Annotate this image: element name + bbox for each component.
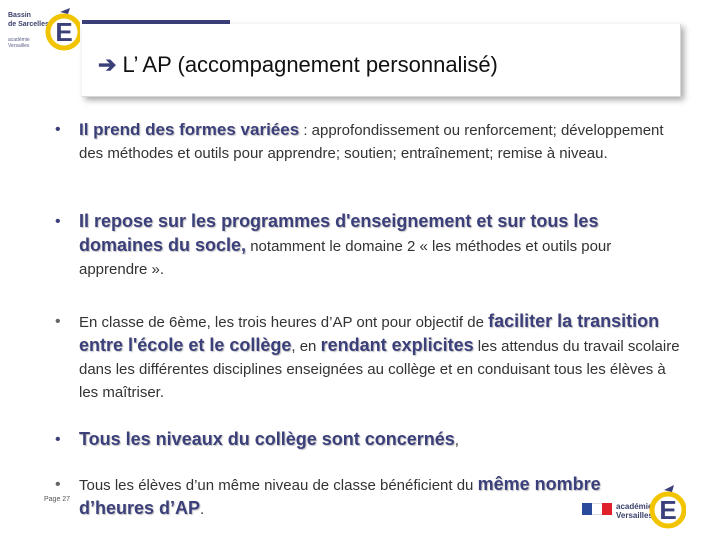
bullet-item-programmes [55, 210, 683, 281]
bullet-emphasis: faciliter la transition entre l'école et le collège [79, 311, 660, 355]
bullet-text: notamment le domaine 2 « les méthodes et outils pour apprendre ». [79, 238, 612, 278]
logo-line-4: Versailles [8, 43, 30, 49]
bassin-logo-text [8, 12, 49, 49]
logo-line-1: Bassin [8, 12, 31, 19]
bullet-dot-icon: • [55, 213, 61, 230]
bullet-dot-icon: • [55, 476, 61, 493]
bullet-text: , [454, 432, 459, 449]
bullet-emphasis: Il prend des formes variées [79, 120, 300, 139]
logo-line-3: académie [8, 37, 30, 43]
e-accent-logo-icon [44, 6, 80, 52]
bullet-emphasis: Tous les niveaux du collège sont concernés [79, 429, 455, 449]
bullet-body [79, 473, 635, 521]
bullet-emphasis: Il repose sur les programmes d'enseignement et sur tous les domaines du socle, [79, 211, 599, 255]
bullet-emphasis: rendant explicites [320, 335, 474, 355]
bullet-body [79, 310, 683, 404]
bullet-dot-icon: • [55, 431, 61, 448]
page-title-text: L’ AP (accompagnement personnalisé) [122, 52, 498, 77]
bullet-text: En classe de 6ème, les trois heures d’AP ont pour objectif de [79, 314, 489, 331]
academie-line-2: Versailles [616, 511, 653, 520]
bullet-text: , en [291, 338, 321, 355]
page-number: Page 27 [44, 496, 71, 503]
bullet-dot-icon: • [55, 121, 61, 138]
academie-line-1: académie [616, 502, 653, 511]
bassin-logo [4, 4, 80, 70]
bullet-emphasis: même nombre d’heures d’AP [79, 474, 601, 518]
e-accent-logo-icon [646, 482, 686, 530]
bullet-dot-icon: • [55, 313, 61, 330]
bullet-item-6eme [55, 310, 683, 404]
bullet-item-eleves [55, 473, 635, 521]
french-flag-icon [582, 502, 612, 520]
svg-text:E: E [659, 495, 677, 525]
bullet-body [79, 428, 683, 452]
bullet-item-niveaux [55, 428, 683, 452]
academie-logo [578, 478, 690, 534]
arrow-right-icon: ➔ [98, 52, 117, 77]
bullet-text: : approfondissement ou renforcement; développement des méthodes et outils pour apprendre; soutien; entraînement; remise à niveau. [79, 122, 664, 162]
bullet-text: les attendus du travail scolaire dans les différentes disciplines enseignées au collège et en conduisant tous les élèves à les maîtriser. [79, 338, 680, 401]
bullet-item-formes [55, 118, 683, 165]
bullet-text: Tous les élèves d’un même niveau de classe bénéficient du [79, 477, 478, 494]
bullet-text: . [200, 501, 205, 518]
bullet-body [79, 210, 683, 281]
svg-text:E: E [55, 17, 73, 47]
bullet-body [79, 118, 683, 165]
logo-line-2: de Sarcelles [8, 20, 49, 28]
page-title [98, 52, 498, 78]
